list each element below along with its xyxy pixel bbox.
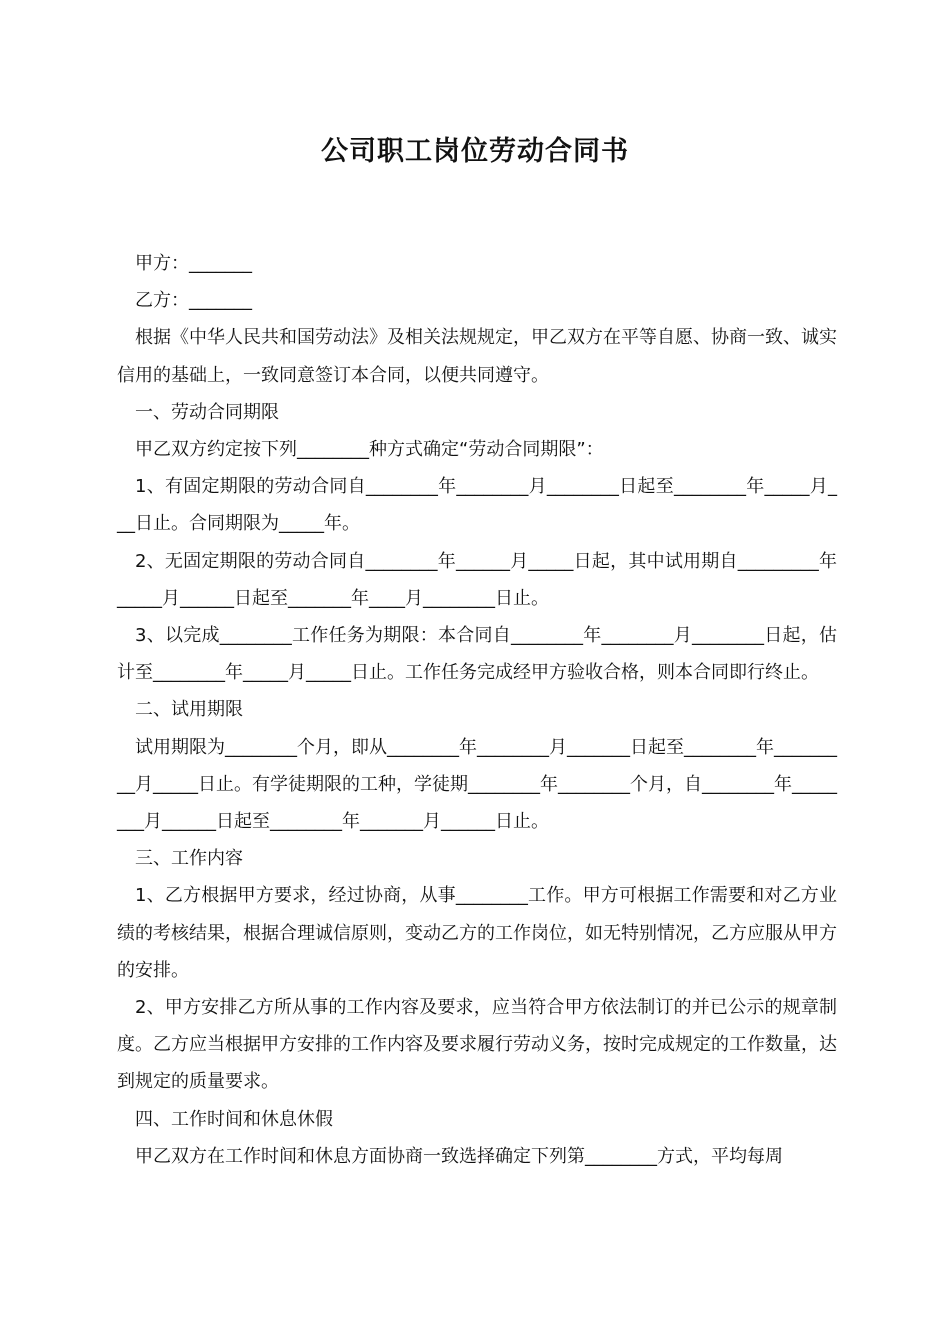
open-term-clause: 2、无固定期限的劳动合同自________年______月_____日起，其中试用期自_________年_____月______日起至_______年____月________日止。	[117, 550, 837, 609]
section-heading-probation: 二、试用期限	[135, 699, 243, 721]
contract-term-intro: 甲乙双方约定按下列________种方式确定“劳动合同期限”：	[135, 439, 604, 461]
party-b-line: 乙方：_______	[135, 290, 252, 312]
preamble-paragraph: 根据《中华人民共和国劳动法》及相关法规规定，甲乙双方在平等自愿、协商一致、诚实信用的基础上，一致同意签订本合同，以便共同遵守。	[117, 327, 837, 386]
section-heading-contract-term: 一、劳动合同期限	[135, 401, 279, 423]
document-title: 公司职工岗位劳动合同书	[321, 136, 629, 167]
section-heading-hours-leave: 四、工作时间和休息休假	[135, 1108, 333, 1130]
document-body	[117, 245, 837, 1175]
work-content-clause-1: 1、乙方根据甲方要求，经过协商，从事________工作。甲方可根据工作需要和对乙方业绩的考核结果，根据合理诚信原则，变动乙方的工作岗位，如无特别情况，乙方应服从甲方的安排。	[117, 885, 837, 981]
section-heading-work-content: 三、工作内容	[135, 848, 243, 870]
hours-leave-intro: 甲乙双方在工作时间和休息方面协商一致选择确定下列第________方式，平均每周	[135, 1145, 783, 1167]
work-content-clause-2: 2、甲方安排乙方所从事的工作内容及要求，应当符合甲方依法制订的并已公示的规章制度。乙方应当根据甲方安排的工作内容及要求履行劳动义务，按时完成规定的工作数量，达到规定的质量要求。	[117, 997, 837, 1093]
party-a-line: 甲方：_______	[135, 253, 252, 274]
task-term-clause: 3、以完成________工作任务为期限：本合同自________年________月________日起，估计至________年_____月_____日止。工作任务完成经甲方验收合格，则本合同即行终止。	[117, 625, 837, 684]
probation-clause: 试用期限为________个月，即从________年________月_______日起至________年_________月_____日止。有学徒期限的工种，学徒期________年________个月，自________年________月______日起至________年_______月______日止。	[117, 736, 837, 833]
fixed-term-clause: 1、有固定期限的劳动合同自________年________月________日起至________年_____月___日止。合同期限为_____年。	[117, 476, 837, 535]
